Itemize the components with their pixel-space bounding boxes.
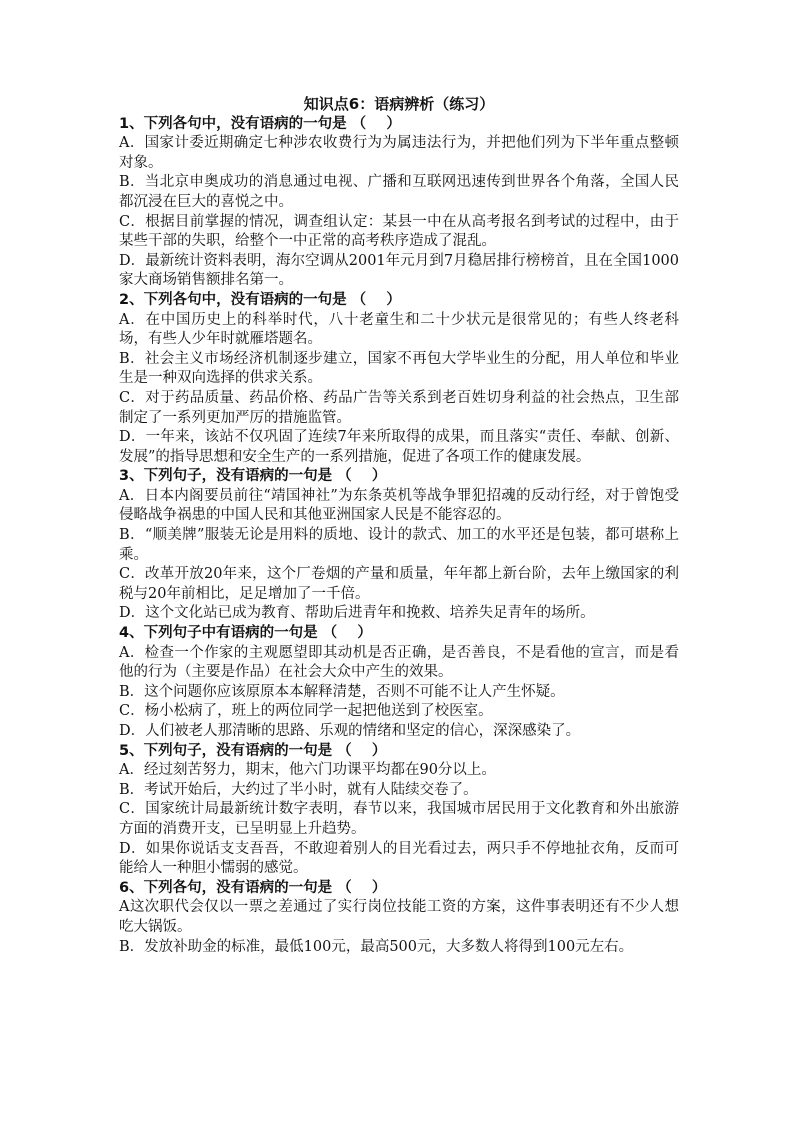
question-6 [119,879,679,957]
option-a: A．国家计委近期确定七种涉农收费行为为属违法行为，并把他们列为下半年重点整顿对象。 [119,135,679,171]
question-stem: 6、下列各句，没有语病的一句是 （ ） [119,879,387,896]
option-a: A．在中国历史上的科举时代，八十老童生和二十少状元是很常见的；有些人终老科场，有些人少年时就雁塔题名。 [119,311,679,348]
question-stem: 2、下列各句中，没有语病的一句是 （ ） [119,291,401,308]
question-stem: 4、下列句子中有语病的一句是 （ ） [119,625,372,642]
option-b: B．发放补助金的标准，最低100元，最高500元，大多数人将得到100元左右。 [119,938,634,955]
option-a: A．经过刻苦努力，期末，他六门功课平均都在90分以上。 [119,762,496,779]
option-d: D．一年来，该站不仅巩固了连续7年来所取得的成果，而且落实“责任、奉献、创新、发展”的指导思想和安全生产的一系列措施，促进了各项工作的健康发展。 [119,429,679,465]
option-b: B．这个问题你应该原原本本解释清楚，否则不可能不让人产生怀疑。 [119,683,565,700]
option-b: B．当北京申奥成功的消息通过电视、广播和互联网迅速传到世界各个角落，全国人民都沉浸在巨大的喜悦之中。 [119,174,679,210]
option-b: B．社会主义市场经济机制逐步建立，国家不再包大学毕业生的分配，用人单位和毕业生是一种双向选择的供求关系。 [119,350,679,387]
option-a: A这次职代会仅以一票之差通过了实行岗位技能工资的方案，这件事表明还有不少人想吃大锅饭。 [119,899,679,935]
question-2 [119,291,679,467]
question-stem: 5、下列句子，没有语病的一句是 （ ） [119,742,387,759]
option-d: D．这个文化站已成为教育、帮助后进青年和挽救、培养失足青年的场所。 [119,605,595,622]
option-b: B．考试开始后，大约过了半小时，就有人陆续交卷了。 [119,781,478,798]
option-a: A．日本内阁要员前往“靖国神社”为东条英机等战争罪犯招魂的反动行经，对于曾饱受侵略战争祸患的中国人民和其他亚洲国家人民是不能容忍的。 [119,487,679,524]
question-3 [119,467,679,624]
option-c: C．根据目前掌握的情况，调查组认定：某县一中在从高考报名到考试的过程中，由于某些干部的失职，给整个一中正常的高考秩序造成了混乱。 [119,213,679,250]
option-c: C．对于药品质量、药品价格、药品广告等关系到老百姓切身利益的社会热点，卫生部制定了一系列更加严厉的措施监管。 [119,389,679,426]
option-c: C．国家统计局最新统计数字表明，春节以来，我国城市居民用于文化教育和外出旅游方面的消费开支，已呈明显上升趋势。 [119,801,679,837]
option-c: C．改革开放20年来，这个厂卷烟的产量和质量，年年都上新台阶，去年上缴国家的利税与20年前相比，足足增加了一千倍。 [119,566,679,602]
option-a: A．检查一个作家的主观愿望即其动机是否正确，是否善良，不是看他的宣言，而是看他的行为（主要是作品）在社会大众中产生的效果。 [119,644,679,681]
option-c: C．杨小松病了，班上的两位同学一起把他送到了校医室。 [119,703,493,720]
question-4 [119,624,679,742]
question-5 [119,742,679,879]
option-b: B．“顺美牌”服装无论是用料的质地、设计的款式、加工的水平还是包装，都可堪称上乘。 [119,527,679,563]
option-d: D．最新统计资料表明，海尔空调从2001年元月到7月稳居排行榜榜首，且在全国1000家大商场销售额排名第一。 [119,252,679,289]
question-1 [119,115,679,291]
option-d: D．如果你说话支支吾吾，不敢迎着别人的目光看过去，两只手不停地扯衣角，反而可能给人一种胆小懦弱的感觉。 [119,840,679,877]
option-d: D．人们被老人那清晰的思路、乐观的情绪和坚定的信心，深深感染了。 [119,723,581,739]
document-title: 知识点6：语病辨析（练习） [303,95,495,113]
question-stem: 3、下列句子，没有语病的一句是 （ ） [119,468,387,485]
document-content [119,95,679,957]
question-stem: 1、下列各句中，没有语病的一句是 （ ） [119,115,401,132]
